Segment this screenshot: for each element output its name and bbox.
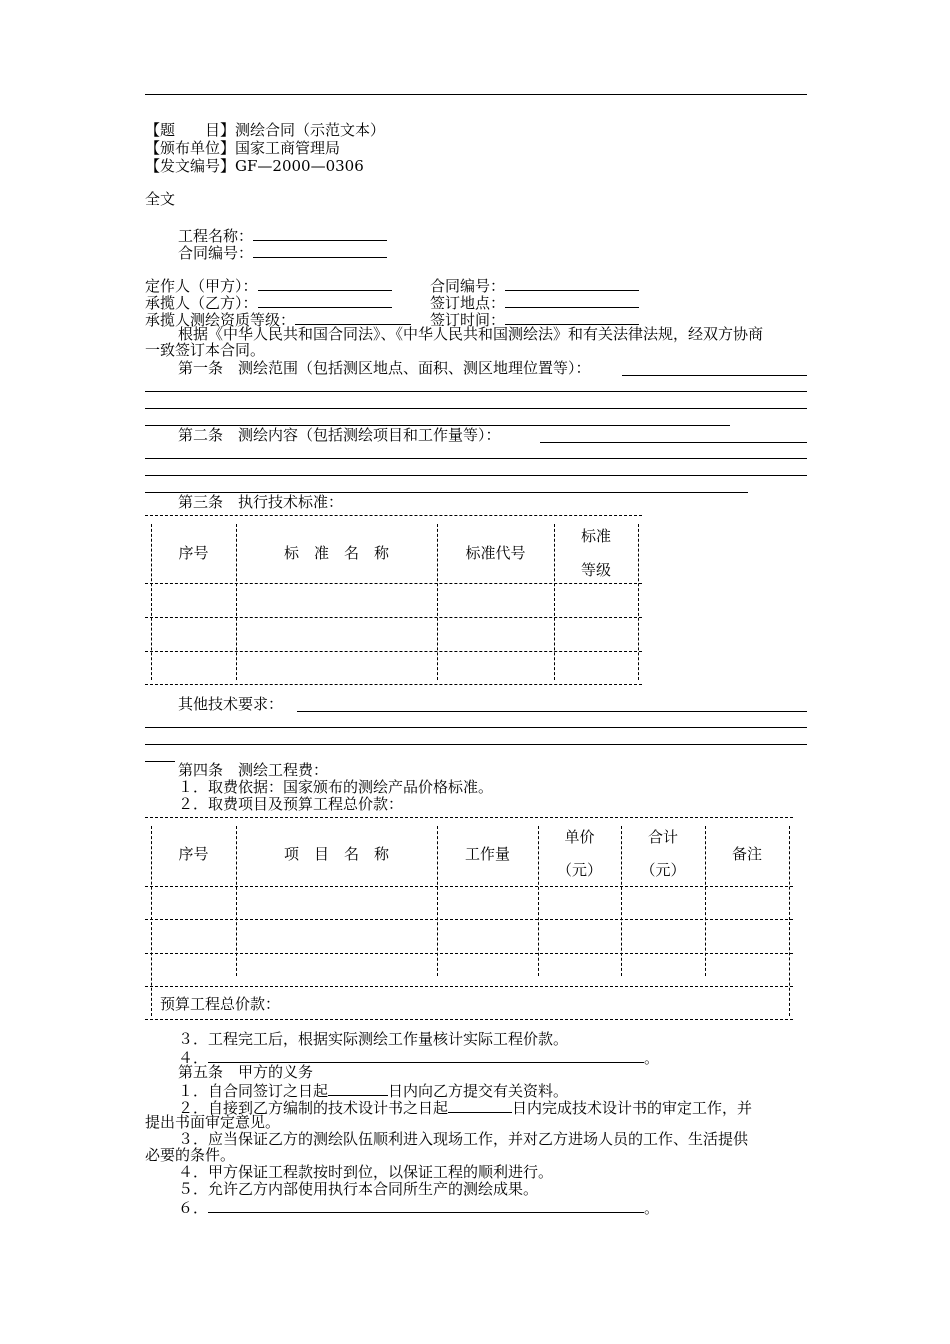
table2-bottom-border	[145, 1019, 793, 1020]
contract-no2-line	[430, 276, 639, 294]
table1-header-code: 标准代号	[465, 544, 526, 562]
sign-time-field[interactable]	[505, 310, 639, 325]
table2-row-divider-4	[145, 986, 793, 987]
article-5-item-1-text-a: １．自合同签订之日起	[178, 1082, 329, 1100]
article-4-heading: 第四条 测绘工程费：	[178, 761, 329, 779]
table1-header-level-2: 等级	[580, 561, 611, 579]
article-4-item-4-field[interactable]	[208, 1048, 644, 1063]
table1-col-border-4	[638, 524, 639, 680]
project-name-line	[178, 226, 387, 244]
table2-header-name: 项 目 名 称	[283, 845, 389, 863]
table1-bottom-border	[145, 684, 642, 685]
project-name-label: 工程名称：	[178, 227, 254, 245]
article-1-field-1[interactable]	[622, 375, 807, 376]
article-1-field-3[interactable]	[145, 408, 807, 409]
contract-no-field[interactable]	[253, 243, 387, 258]
table1-top-border	[145, 515, 642, 516]
sign-place-line	[430, 293, 639, 311]
sign-time-label: 签订时间：	[430, 311, 506, 329]
table1-header-name: 标 准 名 称	[283, 544, 389, 562]
contract-no2-label: 合同编号：	[430, 277, 506, 295]
table1-header-no: 序号	[178, 544, 209, 562]
issuer-label: 【颁布单位】	[145, 139, 236, 157]
article-1-heading: 第一条 测绘范围（包括测区地点、面积、测区地理位置等）：	[178, 359, 591, 377]
contract-no-label: 合同编号：	[178, 244, 254, 262]
party-b-label: 承揽人（乙方）：	[145, 294, 258, 312]
party-b-field[interactable]	[258, 293, 392, 308]
article-3-heading: 第三条 执行技术标准：	[178, 493, 344, 511]
fulltext-label: 全文	[145, 190, 176, 208]
article-5-item-6-period: 。	[644, 1199, 660, 1217]
article-2-field-3[interactable]	[145, 475, 807, 476]
article-4-item-3: ３．工程完工后，根据实际测绘工作量核计实际工程价款。	[178, 1030, 569, 1048]
preamble-line-2: 一致签订本合同。	[145, 341, 266, 359]
table2-header-price-2: （元）	[556, 861, 602, 879]
title-label: 【题 目】	[145, 121, 236, 139]
table2-row-divider-2	[145, 919, 793, 920]
table2-top-border	[145, 817, 793, 818]
article-5-item-4: ４．甲方保证工程款按时到位，以保证工程的顺利进行。	[178, 1163, 554, 1181]
docno-value: GF—2000—0306	[235, 157, 364, 175]
table1-col-border-3	[554, 524, 555, 680]
sign-place-field[interactable]	[505, 293, 639, 308]
issuer-line	[145, 140, 340, 156]
article-2-field-1[interactable]	[540, 442, 807, 443]
article-5-item-2-text-a: ２．自接到乙方编制的技术设计书之日起	[178, 1099, 449, 1117]
article-5-item-1	[178, 1081, 568, 1099]
table2-header-total-2: （元）	[640, 861, 686, 879]
article-5-item-3-cont: 必要的条件。	[145, 1146, 236, 1164]
article-5-item-2-text-b: 日内完成技术设计书的审定工作，并	[512, 1099, 753, 1117]
party-a-line	[145, 276, 392, 294]
article-5-item-2-days-field[interactable]	[448, 1098, 512, 1113]
article-5-item-3: ３．应当保证乙方的测绘队伍顺利进入现场工作，并对乙方进场人员的工作、生活提供	[178, 1130, 749, 1148]
article-4-item-4-period: 。	[644, 1049, 660, 1067]
title-value: 测绘合同（示范文本）	[235, 121, 386, 139]
issuer-value: 国家工商管理局	[235, 139, 341, 157]
article-2-field-2[interactable]	[145, 458, 807, 459]
table2-header-price-1: 单价	[564, 828, 595, 846]
article-5-heading: 第五条 甲方的义务	[178, 1063, 314, 1081]
qualification-field[interactable]	[295, 310, 411, 325]
article-4-item-1: １．取费依据：国家颁布的测绘产品价格标准。	[178, 778, 494, 796]
article-5-item-6-field[interactable]	[208, 1198, 644, 1213]
article-5-item-6-num: ６．	[178, 1199, 209, 1217]
table2-col-border-6	[789, 826, 790, 1016]
project-name-field[interactable]	[253, 226, 387, 241]
other-tech-field-4[interactable]	[145, 761, 175, 762]
article-5-item-2-cont: 提出书面审定意见。	[145, 1113, 281, 1131]
preamble-line-1: 根据《中华人民共和国合同法》、《中华人民共和国测绘法》和有关法律法规，经双方协商	[178, 325, 764, 343]
table2-col-border-4	[621, 826, 622, 976]
article-2-heading: 第二条 测绘内容（包括测绘项目和工作量等）：	[178, 426, 501, 444]
article-5-item-1-days-field[interactable]	[328, 1081, 388, 1096]
party-a-label: 定作人（甲方）：	[145, 277, 258, 295]
table1-row-divider-1	[145, 583, 642, 584]
contract-no2-field[interactable]	[505, 276, 639, 291]
table2-row-divider-3	[145, 953, 793, 954]
table1-header-level-1: 标准	[580, 527, 611, 545]
article-4-item-4-num: ４．	[178, 1049, 209, 1067]
table2-budget-total-label: 预算工程总价款：	[160, 995, 281, 1013]
docno-label: 【发文编号】	[145, 157, 236, 175]
table2-header-note: 备注	[731, 845, 762, 863]
party-b-line	[145, 293, 392, 311]
table2-col-border-3	[538, 826, 539, 976]
table2-row-divider-1	[145, 886, 793, 887]
other-tech-label: 其他技术要求：	[178, 695, 284, 713]
table1-row-divider-3	[145, 651, 642, 652]
article-5-item-6-line	[178, 1198, 659, 1216]
party-a-field[interactable]	[258, 276, 392, 291]
other-tech-field-1[interactable]	[297, 711, 807, 712]
top-rule	[145, 94, 807, 95]
table2-header-no: 序号	[178, 845, 209, 863]
article-1-field-2[interactable]	[145, 391, 807, 392]
qualification-label: 承揽人测绘资质等级：	[145, 311, 296, 329]
other-tech-field-2[interactable]	[145, 727, 807, 728]
title-line	[145, 122, 385, 138]
table2-header-qty: 工作量	[464, 845, 510, 863]
other-tech-field-3[interactable]	[145, 744, 807, 745]
table2-header-total-1: 合计	[647, 828, 678, 846]
sign-place-label: 签订地点：	[430, 294, 506, 312]
article-5-item-1-text-b: 日内向乙方提交有关资料。	[388, 1082, 569, 1100]
docno-line	[145, 158, 364, 174]
article-5-item-5: ５．允许乙方内部使用执行本合同所生产的测绘成果。	[178, 1180, 539, 1198]
article-4-item-2: ２．取费项目及预算工程总价款：	[178, 795, 404, 813]
contract-no-line	[178, 243, 387, 261]
table1-row-divider-2	[145, 617, 642, 618]
